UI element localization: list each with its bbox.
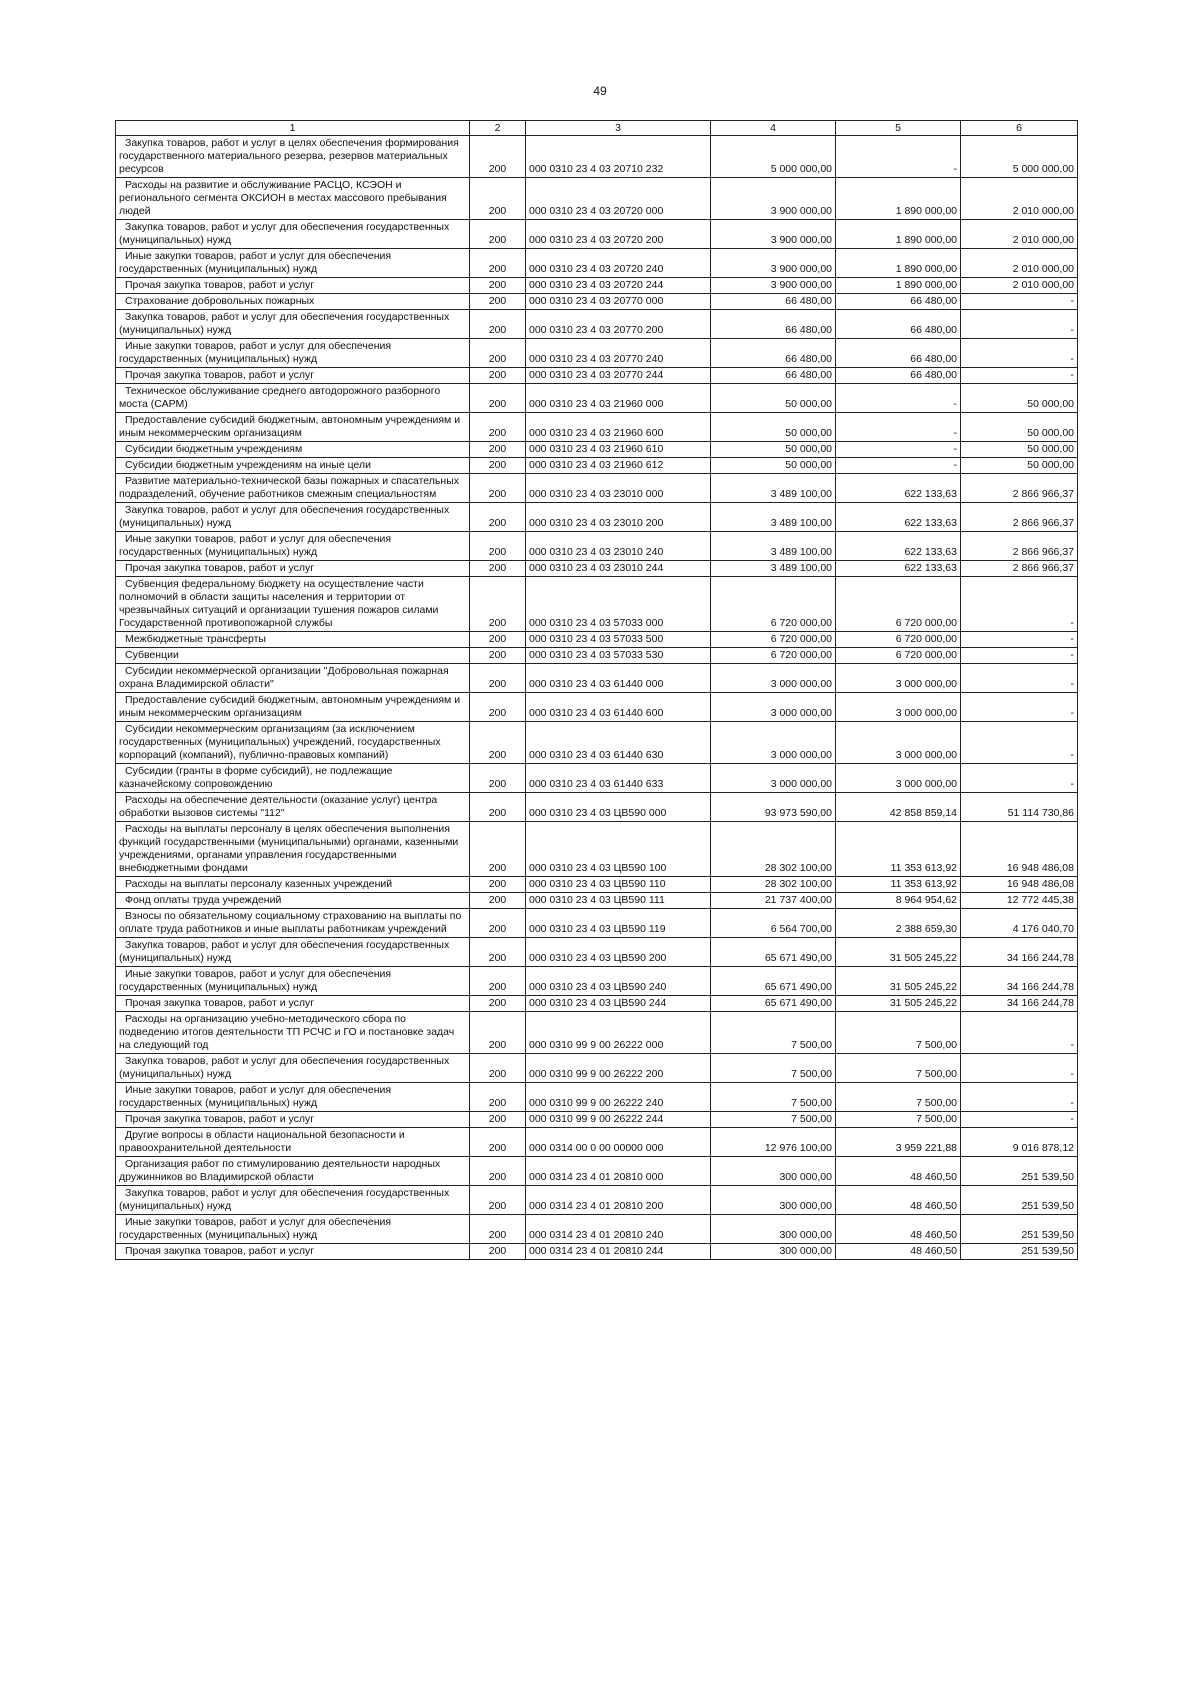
row-unexecuted-amount: -: [961, 722, 1078, 764]
row-code: 200: [470, 503, 526, 532]
table-row: [116, 909, 1078, 938]
row-code: 200: [470, 1244, 526, 1260]
row-approved-amount: 6 720 000,00: [711, 577, 836, 632]
row-unexecuted-amount: 2 010 000,00: [961, 249, 1078, 278]
row-code: 200: [470, 893, 526, 909]
row-executed-amount: -: [836, 442, 961, 458]
table-row: [116, 249, 1078, 278]
row-name: Прочая закупка товаров, работ и услуг: [116, 368, 470, 384]
table-row: [116, 577, 1078, 632]
row-budget-code: 000 0310 23 4 03 20720 244: [526, 278, 711, 294]
table-row: [116, 458, 1078, 474]
row-name: Прочая закупка товаров, работ и услуг: [116, 996, 470, 1012]
table-row: [116, 1083, 1078, 1112]
row-unexecuted-amount: 12 772 445,38: [961, 893, 1078, 909]
row-code: 200: [470, 1186, 526, 1215]
row-name: Расходы на выплаты персоналу в целях обеспечения выполнения функций государственными (муниципальными) органами, казенными учреждениями, органами управления государственными внебюджетными фондами: [116, 822, 470, 877]
table-row: [116, 1012, 1078, 1054]
table-row: [116, 503, 1078, 532]
row-executed-amount: 6 720 000,00: [836, 577, 961, 632]
row-code: 200: [470, 1128, 526, 1157]
row-code: 200: [470, 967, 526, 996]
table-row: [116, 1186, 1078, 1215]
column-number: 5: [836, 121, 961, 136]
table-row: [116, 722, 1078, 764]
row-code: 200: [470, 996, 526, 1012]
row-name: Расходы на выплаты персоналу казенных учреждений: [116, 877, 470, 893]
row-unexecuted-amount: 34 166 244,78: [961, 996, 1078, 1012]
row-approved-amount: 3 489 100,00: [711, 532, 836, 561]
row-budget-code: 000 0310 23 4 03 ЦВ590 119: [526, 909, 711, 938]
row-name: Закупка товаров, работ и услуг для обеспечения государственных (муниципальных) нужд: [116, 310, 470, 339]
row-budget-code: 000 0310 23 4 03 21960 000: [526, 384, 711, 413]
table-row: [116, 632, 1078, 648]
row-budget-code: 000 0310 23 4 03 61440 600: [526, 693, 711, 722]
row-approved-amount: 50 000,00: [711, 442, 836, 458]
row-code: 200: [470, 368, 526, 384]
page-number: 49: [593, 84, 607, 98]
row-name: Иные закупки товаров, работ и услуг для обеспечения государственных (муниципальных) нужд: [116, 339, 470, 368]
table-row: [116, 1244, 1078, 1260]
row-name: Субсидии некоммерческим организациям (за исключением государственных (муниципальных) учреждений, государственных корпораций (компаний), публично-правовых компаний): [116, 722, 470, 764]
row-name: Развитие материально-технической базы пожарных и спасательных подразделений, обучение работников смежным специальностям: [116, 474, 470, 503]
row-code: 200: [470, 413, 526, 442]
row-code: 200: [470, 249, 526, 278]
row-name: Закупка товаров, работ и услуг для обеспечения государственных (муниципальных) нужд: [116, 220, 470, 249]
row-executed-amount: 8 964 954,62: [836, 893, 961, 909]
row-approved-amount: 3 489 100,00: [711, 474, 836, 503]
row-approved-amount: 300 000,00: [711, 1244, 836, 1260]
row-unexecuted-amount: 251 539,50: [961, 1157, 1078, 1186]
row-approved-amount: 93 973 590,00: [711, 793, 836, 822]
row-name: Иные закупки товаров, работ и услуг для обеспечения государственных (муниципальных) нужд: [116, 532, 470, 561]
table-row: [116, 339, 1078, 368]
table-row: [116, 822, 1078, 877]
row-budget-code: 000 0310 23 4 03 21960 612: [526, 458, 711, 474]
row-code: 200: [470, 1054, 526, 1083]
row-budget-code: 000 0310 99 9 00 26222 240: [526, 1083, 711, 1112]
row-code: 200: [470, 1083, 526, 1112]
column-number-row: [116, 121, 1078, 136]
row-code: 200: [470, 938, 526, 967]
row-executed-amount: 3 959 221,88: [836, 1128, 961, 1157]
row-code: 200: [470, 474, 526, 503]
row-budget-code: 000 0310 23 4 03 20710 232: [526, 136, 711, 178]
row-approved-amount: 50 000,00: [711, 458, 836, 474]
row-executed-amount: 11 353 613,92: [836, 877, 961, 893]
table-row: [116, 561, 1078, 577]
row-unexecuted-amount: 16 948 486,08: [961, 822, 1078, 877]
row-approved-amount: 66 480,00: [711, 294, 836, 310]
row-name: Субсидии бюджетным учреждениям на иные цели: [116, 458, 470, 474]
row-executed-amount: 6 720 000,00: [836, 648, 961, 664]
row-budget-code: 000 0310 23 4 03 57033 530: [526, 648, 711, 664]
row-code: 200: [470, 136, 526, 178]
row-executed-amount: 11 353 613,92: [836, 822, 961, 877]
row-approved-amount: 7 500,00: [711, 1054, 836, 1083]
row-name: Фонд оплаты труда учреждений: [116, 893, 470, 909]
table-row: [116, 1112, 1078, 1128]
table-row: [116, 220, 1078, 249]
row-unexecuted-amount: 50 000,00: [961, 458, 1078, 474]
row-name: Расходы на обеспечение деятельности (оказание услуг) центра обработки вызовов системы "112": [116, 793, 470, 822]
row-executed-amount: 31 505 245,22: [836, 967, 961, 996]
row-approved-amount: 3 900 000,00: [711, 249, 836, 278]
row-budget-code: 000 0310 23 4 03 61440 633: [526, 764, 711, 793]
row-name: Иные закупки товаров, работ и услуг для обеспечения государственных (муниципальных) нужд: [116, 1215, 470, 1244]
row-executed-amount: 66 480,00: [836, 339, 961, 368]
row-unexecuted-amount: 50 000,00: [961, 413, 1078, 442]
row-name: Закупка товаров, работ и услуг в целях обеспечения формирования государственного материального резерва, резервов материальных ресурсов: [116, 136, 470, 178]
row-approved-amount: 12 976 100,00: [711, 1128, 836, 1157]
table-row: [116, 693, 1078, 722]
row-name: Иные закупки товаров, работ и услуг для обеспечения государственных (муниципальных) нужд: [116, 1083, 470, 1112]
row-code: 200: [470, 458, 526, 474]
row-unexecuted-amount: 2 866 966,37: [961, 503, 1078, 532]
row-code: 200: [470, 178, 526, 220]
row-approved-amount: 28 302 100,00: [711, 877, 836, 893]
row-code: 200: [470, 294, 526, 310]
table-row: [116, 664, 1078, 693]
row-budget-code: 000 0310 23 4 03 ЦВ590 000: [526, 793, 711, 822]
row-code: 200: [470, 1112, 526, 1128]
row-budget-code: 000 0310 23 4 03 ЦВ590 240: [526, 967, 711, 996]
row-executed-amount: 31 505 245,22: [836, 938, 961, 967]
row-approved-amount: 7 500,00: [711, 1112, 836, 1128]
table-row: [116, 368, 1078, 384]
row-name: Расходы на организацию учебно-методического сбора по подведению итогов деятельности ТП РСЧС и ГО и постановке задач на следующий год: [116, 1012, 470, 1054]
row-unexecuted-amount: -: [961, 1054, 1078, 1083]
table-row: [116, 136, 1078, 178]
row-unexecuted-amount: -: [961, 664, 1078, 693]
row-code: 200: [470, 693, 526, 722]
row-name: Закупка товаров, работ и услуг для обеспечения государственных (муниципальных) нужд: [116, 1186, 470, 1215]
row-executed-amount: 31 505 245,22: [836, 996, 961, 1012]
table-row: [116, 532, 1078, 561]
row-budget-code: 000 0310 23 4 03 61440 000: [526, 664, 711, 693]
row-executed-amount: 6 720 000,00: [836, 632, 961, 648]
row-name: Субсидии бюджетным учреждениям: [116, 442, 470, 458]
row-unexecuted-amount: 34 166 244,78: [961, 938, 1078, 967]
row-unexecuted-amount: 2 010 000,00: [961, 178, 1078, 220]
row-budget-code: 000 0314 23 4 01 20810 000: [526, 1157, 711, 1186]
row-code: 200: [470, 664, 526, 693]
row-approved-amount: 6 720 000,00: [711, 632, 836, 648]
row-code: 200: [470, 384, 526, 413]
row-executed-amount: 3 000 000,00: [836, 764, 961, 793]
row-approved-amount: 3 489 100,00: [711, 561, 836, 577]
row-approved-amount: 66 480,00: [711, 368, 836, 384]
row-budget-code: 000 0310 23 4 03 21960 610: [526, 442, 711, 458]
row-budget-code: 000 0310 23 4 03 20720 240: [526, 249, 711, 278]
row-executed-amount: 48 460,50: [836, 1186, 961, 1215]
row-name: Иные закупки товаров, работ и услуг для обеспечения государственных (муниципальных) нужд: [116, 967, 470, 996]
row-budget-code: 000 0310 23 4 03 21960 600: [526, 413, 711, 442]
row-budget-code: 000 0310 23 4 03 23010 000: [526, 474, 711, 503]
row-approved-amount: 300 000,00: [711, 1157, 836, 1186]
row-executed-amount: 1 890 000,00: [836, 220, 961, 249]
row-name: Прочая закупка товаров, работ и услуг: [116, 561, 470, 577]
row-executed-amount: 48 460,50: [836, 1244, 961, 1260]
row-budget-code: 000 0310 23 4 03 23010 244: [526, 561, 711, 577]
row-approved-amount: 3 000 000,00: [711, 722, 836, 764]
row-approved-amount: 3 489 100,00: [711, 503, 836, 532]
table-row: [116, 1157, 1078, 1186]
row-unexecuted-amount: -: [961, 693, 1078, 722]
row-approved-amount: 65 671 490,00: [711, 996, 836, 1012]
table-row: [116, 294, 1078, 310]
row-unexecuted-amount: 5 000 000,00: [961, 136, 1078, 178]
row-name: Прочая закупка товаров, работ и услуг: [116, 278, 470, 294]
row-budget-code: 000 0310 23 4 03 20720 000: [526, 178, 711, 220]
row-code: 200: [470, 632, 526, 648]
row-budget-code: 000 0310 99 9 00 26222 244: [526, 1112, 711, 1128]
table-row: [116, 384, 1078, 413]
column-number: 6: [961, 121, 1078, 136]
row-executed-amount: 42 858 859,14: [836, 793, 961, 822]
row-unexecuted-amount: 2 010 000,00: [961, 278, 1078, 294]
row-approved-amount: 3 000 000,00: [711, 664, 836, 693]
row-approved-amount: 66 480,00: [711, 339, 836, 368]
row-budget-code: 000 0310 23 4 03 ЦВ590 111: [526, 893, 711, 909]
row-approved-amount: 28 302 100,00: [711, 822, 836, 877]
row-name: Закупка товаров, работ и услуг для обеспечения государственных (муниципальных) нужд: [116, 503, 470, 532]
row-executed-amount: 7 500,00: [836, 1083, 961, 1112]
table-row: [116, 938, 1078, 967]
row-executed-amount: 1 890 000,00: [836, 278, 961, 294]
row-unexecuted-amount: -: [961, 368, 1078, 384]
row-name: Иные закупки товаров, работ и услуг для обеспечения государственных (муниципальных) нужд: [116, 249, 470, 278]
row-code: 200: [470, 1157, 526, 1186]
row-executed-amount: 48 460,50: [836, 1215, 961, 1244]
row-approved-amount: 21 737 400,00: [711, 893, 836, 909]
row-name: Субвенция федеральному бюджету на осуществление части полномочий в области защиты населения и территории от чрезвычайных ситуаций и организации тушения пожаров силами Государственной противопожарной службы: [116, 577, 470, 632]
row-executed-amount: 66 480,00: [836, 310, 961, 339]
row-unexecuted-amount: -: [961, 648, 1078, 664]
row-approved-amount: 6 720 000,00: [711, 648, 836, 664]
table-row: [116, 893, 1078, 909]
row-executed-amount: -: [836, 136, 961, 178]
row-budget-code: 000 0310 23 4 03 61440 630: [526, 722, 711, 764]
row-executed-amount: 622 133,63: [836, 561, 961, 577]
row-executed-amount: 3 000 000,00: [836, 722, 961, 764]
row-unexecuted-amount: 2 866 966,37: [961, 532, 1078, 561]
row-budget-code: 000 0310 23 4 03 20770 244: [526, 368, 711, 384]
row-name: Организация работ по стимулированию деятельности народных дружинников во Владимирской области: [116, 1157, 470, 1186]
row-unexecuted-amount: 4 176 040,70: [961, 909, 1078, 938]
row-code: 200: [470, 339, 526, 368]
row-executed-amount: 48 460,50: [836, 1157, 961, 1186]
table-row: [116, 310, 1078, 339]
row-unexecuted-amount: -: [961, 339, 1078, 368]
table-row: [116, 996, 1078, 1012]
row-unexecuted-amount: 16 948 486,08: [961, 877, 1078, 893]
table-row: [116, 1128, 1078, 1157]
row-approved-amount: 3 000 000,00: [711, 693, 836, 722]
row-name: Взносы по обязательному социальному страхованию на выплаты по оплате труда работников и иные выплаты работникам учреждений: [116, 909, 470, 938]
column-number: 2: [470, 121, 526, 136]
row-name: Другие вопросы в области национальной безопасности и правоохранительной деятельности: [116, 1128, 470, 1157]
row-name: Предоставление субсидий бюджетным, автономным учреждениям и иным некоммерческим организациям: [116, 693, 470, 722]
table-row: [116, 474, 1078, 503]
row-code: 200: [470, 764, 526, 793]
row-name: Прочая закупка товаров, работ и услуг: [116, 1112, 470, 1128]
row-unexecuted-amount: -: [961, 310, 1078, 339]
row-unexecuted-amount: -: [961, 764, 1078, 793]
row-unexecuted-amount: -: [961, 1012, 1078, 1054]
table-row: [116, 648, 1078, 664]
table-row: [116, 877, 1078, 893]
column-number: 3: [526, 121, 711, 136]
row-budget-code: 000 0314 23 4 01 20810 244: [526, 1244, 711, 1260]
row-unexecuted-amount: -: [961, 632, 1078, 648]
row-approved-amount: 3 900 000,00: [711, 178, 836, 220]
table-row: [116, 764, 1078, 793]
row-name: Закупка товаров, работ и услуг для обеспечения государственных (муниципальных) нужд: [116, 1054, 470, 1083]
row-name: Предоставление субсидий бюджетным, автономным учреждениям и иным некоммерческим организациям: [116, 413, 470, 442]
row-unexecuted-amount: 251 539,50: [961, 1186, 1078, 1215]
row-executed-amount: 622 133,63: [836, 474, 961, 503]
row-code: 200: [470, 822, 526, 877]
row-code: 200: [470, 1012, 526, 1054]
row-executed-amount: 622 133,63: [836, 503, 961, 532]
row-approved-amount: 7 500,00: [711, 1083, 836, 1112]
row-approved-amount: 300 000,00: [711, 1186, 836, 1215]
row-code: 200: [470, 442, 526, 458]
row-unexecuted-amount: 9 016 878,12: [961, 1128, 1078, 1157]
row-executed-amount: -: [836, 458, 961, 474]
column-number: 1: [116, 121, 470, 136]
row-name: Субсидии (гранты в форме субсидий), не подлежащие казначейскому сопровождению: [116, 764, 470, 793]
row-budget-code: 000 0314 23 4 01 20810 240: [526, 1215, 711, 1244]
row-budget-code: 000 0310 23 4 03 57033 000: [526, 577, 711, 632]
row-executed-amount: 7 500,00: [836, 1054, 961, 1083]
row-approved-amount: 65 671 490,00: [711, 938, 836, 967]
row-unexecuted-amount: 2 866 966,37: [961, 561, 1078, 577]
row-approved-amount: 3 900 000,00: [711, 220, 836, 249]
row-budget-code: 000 0310 23 4 03 ЦВ590 100: [526, 822, 711, 877]
table-row: [116, 1215, 1078, 1244]
row-code: 200: [470, 310, 526, 339]
row-code: 200: [470, 722, 526, 764]
row-executed-amount: -: [836, 384, 961, 413]
row-unexecuted-amount: -: [961, 1083, 1078, 1112]
row-code: 200: [470, 1215, 526, 1244]
row-code: 200: [470, 278, 526, 294]
row-budget-code: 000 0310 99 9 00 26222 200: [526, 1054, 711, 1083]
table-row: [116, 278, 1078, 294]
row-executed-amount: 7 500,00: [836, 1112, 961, 1128]
row-approved-amount: 50 000,00: [711, 384, 836, 413]
row-unexecuted-amount: -: [961, 1112, 1078, 1128]
row-approved-amount: 3 000 000,00: [711, 764, 836, 793]
row-name: Субвенции: [116, 648, 470, 664]
row-approved-amount: 66 480,00: [711, 310, 836, 339]
row-budget-code: 000 0310 23 4 03 ЦВ590 110: [526, 877, 711, 893]
table-row: [116, 967, 1078, 996]
row-budget-code: 000 0310 23 4 03 20770 000: [526, 294, 711, 310]
row-unexecuted-amount: 2 866 966,37: [961, 474, 1078, 503]
row-name: Прочая закупка товаров, работ и услуг: [116, 1244, 470, 1260]
table-row: [116, 442, 1078, 458]
row-executed-amount: -: [836, 413, 961, 442]
column-number: 4: [711, 121, 836, 136]
row-executed-amount: 3 000 000,00: [836, 664, 961, 693]
row-unexecuted-amount: 50 000,00: [961, 442, 1078, 458]
row-executed-amount: 3 000 000,00: [836, 693, 961, 722]
row-budget-code: 000 0310 23 4 03 57033 500: [526, 632, 711, 648]
row-code: 200: [470, 220, 526, 249]
row-budget-code: 000 0314 23 4 01 20810 200: [526, 1186, 711, 1215]
row-name: Страхование добровольных пожарных: [116, 294, 470, 310]
row-name: Межбюджетные трансферты: [116, 632, 470, 648]
row-budget-code: 000 0310 23 4 03 23010 240: [526, 532, 711, 561]
row-name: Закупка товаров, работ и услуг для обеспечения государственных (муниципальных) нужд: [116, 938, 470, 967]
row-budget-code: 000 0310 23 4 03 20770 240: [526, 339, 711, 368]
row-approved-amount: 50 000,00: [711, 413, 836, 442]
row-code: 200: [470, 532, 526, 561]
row-name: Техническое обслуживание среднего автодорожного разборного моста (САРМ): [116, 384, 470, 413]
row-code: 200: [470, 577, 526, 632]
row-executed-amount: 622 133,63: [836, 532, 961, 561]
row-approved-amount: 300 000,00: [711, 1215, 836, 1244]
table-row: [116, 178, 1078, 220]
row-unexecuted-amount: 51 114 730,86: [961, 793, 1078, 822]
row-approved-amount: 3 900 000,00: [711, 278, 836, 294]
row-code: 200: [470, 793, 526, 822]
row-executed-amount: 2 388 659,30: [836, 909, 961, 938]
budget-execution-table: [115, 120, 1078, 1260]
row-executed-amount: 1 890 000,00: [836, 178, 961, 220]
row-budget-code: 000 0310 99 9 00 26222 000: [526, 1012, 711, 1054]
row-unexecuted-amount: 2 010 000,00: [961, 220, 1078, 249]
row-budget-code: 000 0310 23 4 03 20720 200: [526, 220, 711, 249]
row-budget-code: 000 0314 00 0 00 00000 000: [526, 1128, 711, 1157]
row-budget-code: 000 0310 23 4 03 ЦВ590 244: [526, 996, 711, 1012]
row-unexecuted-amount: 50 000,00: [961, 384, 1078, 413]
row-approved-amount: 6 564 700,00: [711, 909, 836, 938]
row-approved-amount: 65 671 490,00: [711, 967, 836, 996]
row-code: 200: [470, 909, 526, 938]
row-budget-code: 000 0310 23 4 03 23010 200: [526, 503, 711, 532]
row-unexecuted-amount: 251 539,50: [961, 1244, 1078, 1260]
row-executed-amount: 1 890 000,00: [836, 249, 961, 278]
row-code: 200: [470, 561, 526, 577]
row-code: 200: [470, 877, 526, 893]
row-budget-code: 000 0310 23 4 03 20770 200: [526, 310, 711, 339]
row-name: Расходы на развитие и обслуживание РАСЦО, КСЭОН и регионального сегмента ОКСИОН в местах массового пребывания людей: [116, 178, 470, 220]
row-executed-amount: 66 480,00: [836, 368, 961, 384]
row-unexecuted-amount: -: [961, 577, 1078, 632]
row-executed-amount: 66 480,00: [836, 294, 961, 310]
row-budget-code: 000 0310 23 4 03 ЦВ590 200: [526, 938, 711, 967]
row-unexecuted-amount: -: [961, 294, 1078, 310]
table-row: [116, 793, 1078, 822]
table-row: [116, 413, 1078, 442]
row-approved-amount: 7 500,00: [711, 1012, 836, 1054]
row-name: Субсидии некоммерческой организации "Добровольная пожарная охрана Владимирской области": [116, 664, 470, 693]
row-executed-amount: 7 500,00: [836, 1012, 961, 1054]
row-code: 200: [470, 648, 526, 664]
row-unexecuted-amount: 34 166 244,78: [961, 967, 1078, 996]
row-approved-amount: 5 000 000,00: [711, 136, 836, 178]
row-unexecuted-amount: 251 539,50: [961, 1215, 1078, 1244]
table-body: [116, 136, 1078, 1260]
table-row: [116, 1054, 1078, 1083]
